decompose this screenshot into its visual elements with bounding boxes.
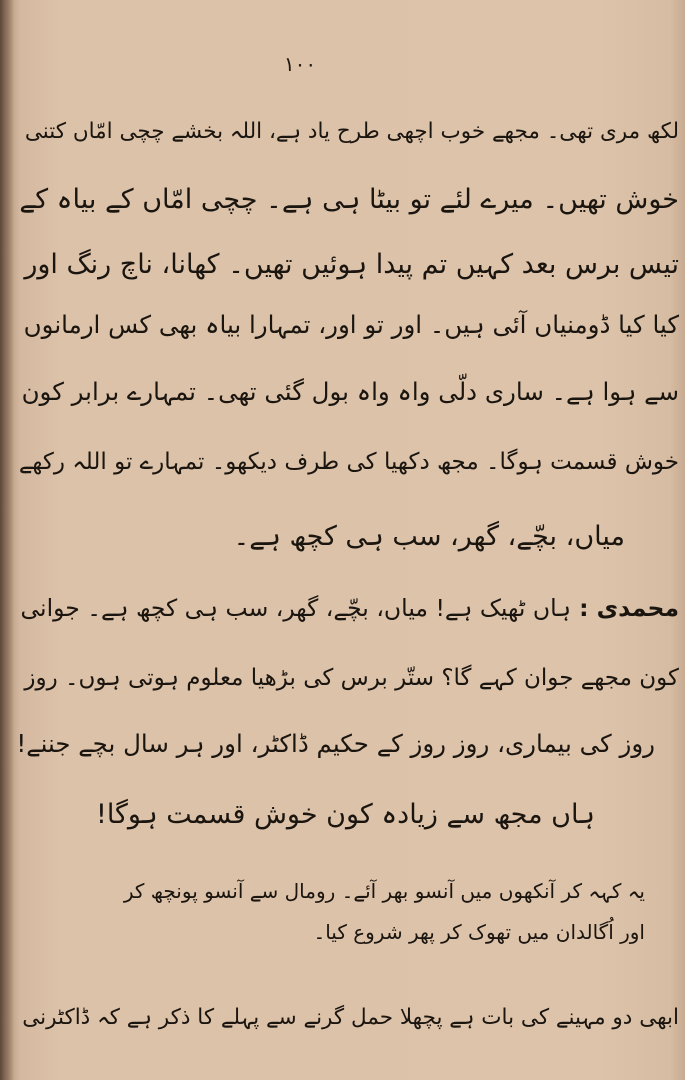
stage-direction-line-2: اور اُگالدان میں تھوک کر پھر شروع کیا۔ <box>313 920 645 944</box>
text-line-1: لکھ مری تھی۔ مجھے خوب اچھی طرح یاد ہے، اللہ بخشے چچی امّاں کتنی <box>24 119 679 144</box>
final-text-line: ابھی دو مہینے کی بات ہے پچھلا حمل گرنے سے پہلے کا ذکر ہے کہ ڈاکٹرنی <box>22 1005 679 1030</box>
speaker-name: محمدی : <box>579 594 679 622</box>
text-line-2: خوش تھیں۔ میرے لئے تو بیٹا ہی ہے۔ چچی امّاں کے بیاہ کے <box>19 184 679 215</box>
stage-direction-line-1: یہ کہہ کر آنکھوں میں آنسو بھر آئے۔ رومال سے آنسو پونچھ کر <box>123 879 645 903</box>
text-line-7: میاں، بچّے، گھر، سب ہی کچھ ہے۔ <box>233 521 625 552</box>
dialogue-line-4: ہاں مجھ سے زیادہ کون خوش قسمت ہوگا! <box>96 799 595 830</box>
text-line-4: کیا کیا ڈومنیاں آئی ہیں۔ اور تو اور، تمہارا بیاہ بھی کس ارمانوں <box>23 310 679 339</box>
dialogue-line-3: روز کی بیماری، روز روز کے حکیم ڈاکٹر، اور ہر سال بچے جننے! <box>16 729 655 758</box>
text-line-3: تیس برس بعد کہیں تم پیدا ہوئیں تھیں۔ کھانا، ناچ رنگ اور <box>24 249 679 280</box>
dialogue-line-1 <box>20 588 679 628</box>
text-line-6: خوش قسمت ہوگا۔ مجھ دکھیا کی طرف دیکھو۔ تمہارے تو اللہ رکھے <box>18 449 679 475</box>
page-number: ۱۰۰ <box>283 52 317 76</box>
page-binding-shadow <box>0 0 14 1080</box>
dialogue-line-2: کون مجھے جوان کہے گا؟ ستّر برس کی بڑھیا معلوم ہوتی ہوں۔ روز <box>24 665 679 691</box>
dialogue-text: ہاں ٹھیک ہے! میاں، بچّے، گھر، سب ہی کچھ ہے۔ جوانی <box>20 594 572 622</box>
text-line-5: سے ہوا ہے۔ ساری دلّی واہ واہ بول گئی تھی۔ تمہارے برابر کون <box>21 377 679 406</box>
